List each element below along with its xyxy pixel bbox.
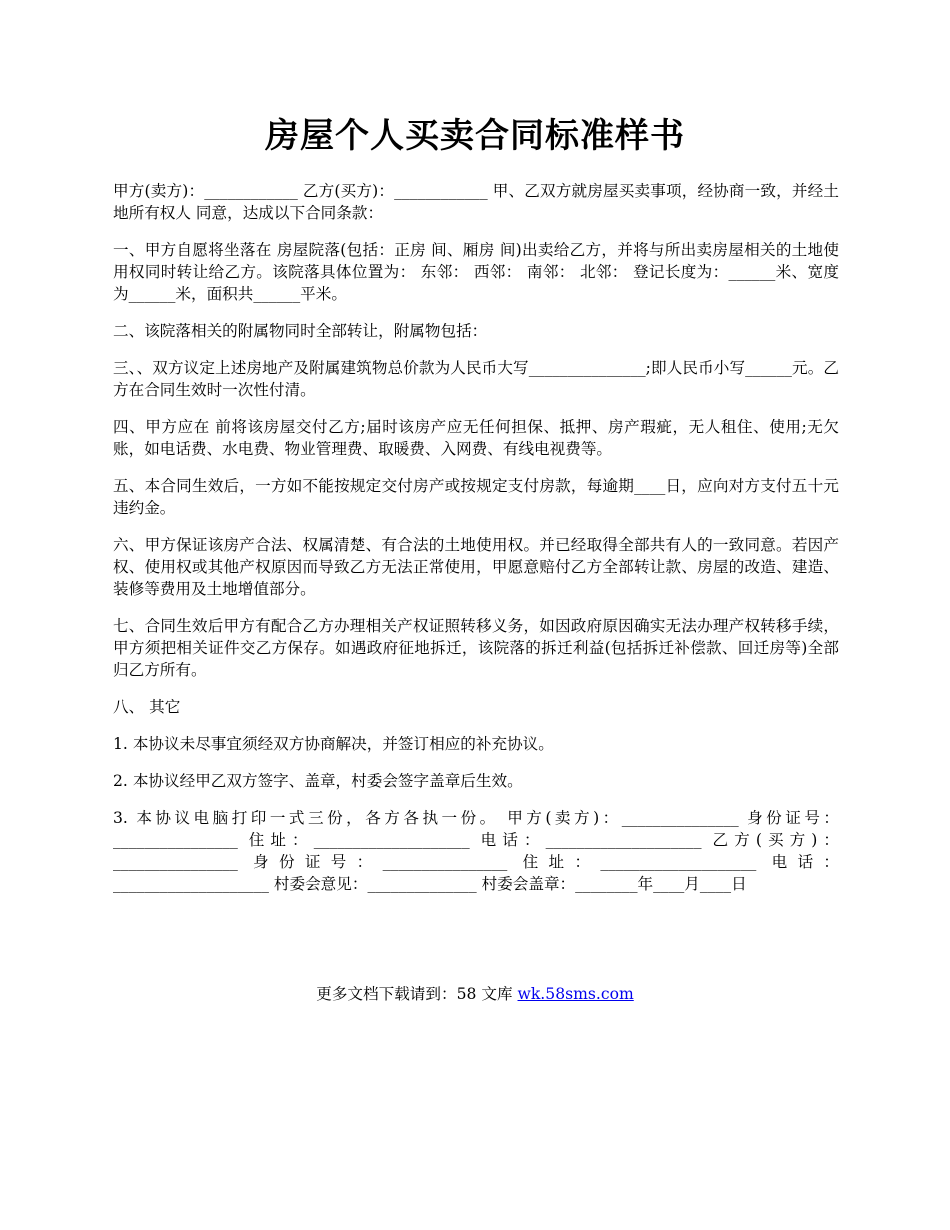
clause-8-heading: 八、 其它 [113,698,181,716]
document-title: 房屋个人买卖合同标准样书 [265,116,685,156]
clause-5: 五、本合同生效后，一方如不能按规定交付房产或按规定支付房款，每逾期____日，应向对方支付五十元违约金。 [113,477,839,517]
other-item-3-signatures: 3. 本协议电脑打印一式三份，各方各执一份。 甲方(卖方)：_______________ 身份证号：________________ 住址：____________________ 电话：____________________ 乙方(买方)：________________ 身份证号：________________ 住址：____________________ 电话：____________________ 村委会意见：______________ 村委会盖章：________年____月____日 [113,809,839,893]
clause-4: 四、甲方应在 前将该房屋交付乙方;届时该房产应无任何担保、抵押、房产瑕疵，无人租住、使用;无欠账，如电话费、水电费、物业管理费、取暖费、入网费、有线电视费等。 [113,418,839,458]
clause-2: 二、该院落相关的附属物同时全部转让，附属物包括： [113,322,488,340]
other-item-1: 1. 本协议未尽事宜须经双方协商解决，并签订相应的补充协议。 [113,735,554,753]
footer-link[interactable]: wk.58sms.com [517,985,634,1003]
footer-text: 更多文档下载请到：58 文库 [316,985,518,1003]
clause-3: 三、、双方议定上述房地产及附属建筑物总价款为人民币大写_______________;即人民币小写______元。乙方在合同生效时一次性付清。 [113,359,839,399]
contract-body [113,180,839,910]
clause-6: 六、甲方保证该房产合法、权属清楚、有合法的土地使用权。并已经取得全部共有人的一致同意。若因产权、使用权或其他产权原因而导致乙方无法正常使用，甲愿意赔付乙方全部转让款、房屋的改造、建造、装修等费用及土地增值部分。 [113,536,839,598]
parties-paragraph: 甲方(卖方)：____________ 乙方(买方)：____________ 甲、乙双方就房屋买卖事项，经协商一致，并经土地所有权人 同意，达成以下合同条款： [113,182,839,222]
clause-7: 七、合同生效后甲方有配合乙方办理相关产权证照转移义务，如因政府原因确实无法办理产权转移手续，甲方须把相关证件交乙方保存。如遇政府征地拆迁，该院落的拆迁利益(包括拆迁补偿款、回迁房等)全部归乙方所有。 [113,617,839,679]
other-item-2: 2. 本协议经甲乙双方签字、盖章，村委会签字盖章后生效。 [113,772,523,790]
download-footer [0,983,950,1005]
clause-1: 一、甲方自愿将坐落在 房屋院落(包括：正房 间、厢房 间)出卖给乙方，并将与所出卖房屋相关的土地使用权同时转让给乙方。该院落具体位置为： 东邻： 西邻： 南邻： 北邻： 登记长度为：______米、宽度为______米，面积共______平米。 [113,241,839,303]
